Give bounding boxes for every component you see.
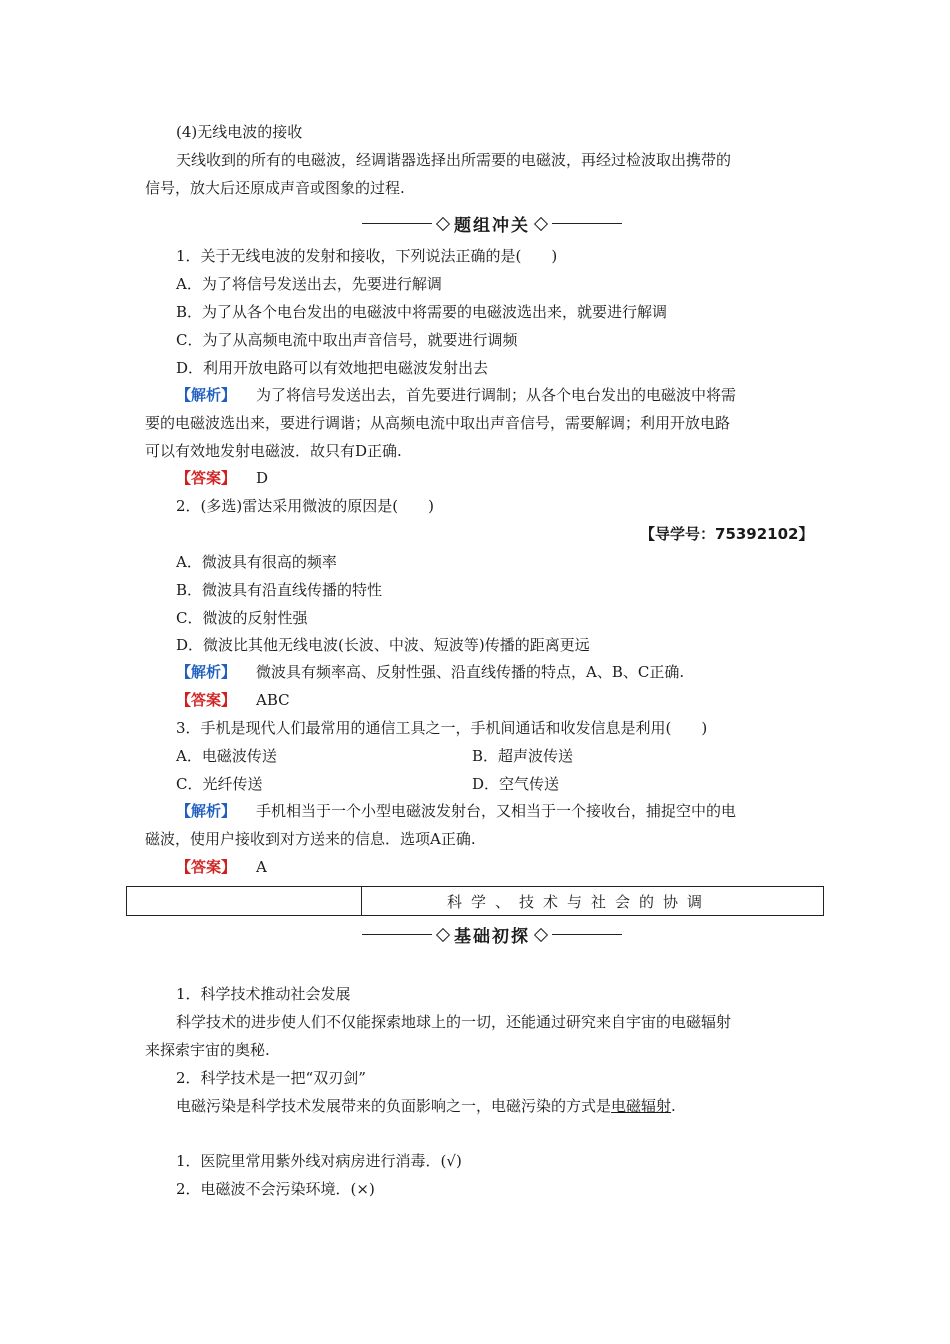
q3-option-a: A．电磁波传送 [176, 747, 277, 765]
q2-answer-value: ABC [256, 691, 290, 709]
q2-option-c: C．微波的反射性强 [176, 609, 308, 627]
q3-analysis [176, 801, 736, 821]
q3-option-c: C．光纤传送 [176, 775, 263, 793]
q2-analysis-line1: 微波具有频率高、反射性强、沿直线传播的特点，A、B、C正确. [256, 663, 685, 681]
divider-rule-left [362, 223, 432, 224]
intro-para-line1: 天线收到的所有的电磁波，经调谐器选择出所需要的电磁波，再经过检波取出携带的 [176, 151, 732, 169]
divider-title: 题组冲关 [454, 216, 530, 236]
q1-stem: 1．关于无线电波的发射和接收，下列说法正确的是( ) [176, 247, 558, 265]
q2-option-a: A．微波具有很高的频率 [176, 553, 337, 571]
q1-answer [176, 468, 268, 488]
basics-item2-text: 电磁污染是科学技术发展带来的负面影响之一，电磁污染的方式是 [176, 1097, 612, 1115]
judge-item1: 1．医院里常用紫外线对病房进行消毒．(√) [176, 1152, 462, 1170]
q1-option-b: B．为了从各个电台发出的电磁波中将需要的电磁波选出来，就要进行解调 [176, 303, 668, 321]
analysis-tag: 【解析】 [176, 386, 237, 404]
divider-rule-left [362, 934, 432, 935]
q3-analysis-line1: 手机相当于一个小型电磁波发射台，又相当于一个接收台，捕捉空中的电 [256, 802, 737, 820]
basics-item1-line1: 科学技术的进步使人们不仅能探索地球上的一切，还能通过研究来自宇宙的电磁辐射 [176, 1013, 732, 1031]
basics-item2-underlined: 电磁辐射 [611, 1097, 672, 1115]
diamond-icon [534, 216, 548, 230]
divider-title: 基础初探 [454, 927, 530, 947]
intro-para-line2: 信号，放大后还原成声音或图象的过程. [145, 179, 405, 197]
section-title-cell-divider [361, 887, 362, 915]
q1-analysis-line1: 为了将信号发送出去，首先要进行调制；从各个电台发出的电磁波中将需 [256, 386, 737, 404]
q2-stem: 2．(多选)雷达采用微波的原因是( ) [176, 497, 434, 515]
diamond-icon [534, 927, 548, 941]
answer-tag: 【答案】 [176, 469, 237, 487]
q1-option-a: A．为了将信号发送出去，先要进行解调 [176, 275, 442, 293]
divider-rule-right [552, 223, 622, 224]
q1-analysis-line2: 要的电磁波选出来，要进行调谐；从高频电流中取出声音信号，需要解调；利用开放电路 [145, 414, 731, 432]
basics-item2-title: 2．科学技术是一把“双刃剑” [176, 1069, 366, 1087]
answer-tag: 【答案】 [176, 691, 237, 709]
divider-question-group [362, 211, 622, 236]
q1-analysis [176, 385, 736, 405]
q3-answer [176, 857, 267, 877]
q3-option-b: B．超声波传送 [472, 747, 574, 765]
section-title-box [126, 886, 824, 916]
basics-item2-line [176, 1096, 676, 1116]
q3-analysis-line2: 磁波，使用户接收到对方送来的信息．选项A正确. [145, 830, 476, 848]
judge-item2: 2．电磁波不会污染环境．(×) [176, 1180, 375, 1198]
q2-analysis [176, 662, 684, 682]
basics-item1-line2: 来探索宇宙的奥秘. [145, 1041, 270, 1059]
q3-stem: 3．手机是现代人们最常用的通信工具之一，手机间通话和收发信息是利用( ) [176, 719, 708, 737]
answer-tag: 【答案】 [176, 858, 237, 876]
divider-basics [362, 922, 622, 947]
q1-analysis-line3: 可以有效地发射电磁波．故只有D正确. [145, 442, 402, 460]
q2-option-d: D．微波比其他无线电波(长波、中波、短波等)传播的距离更远 [176, 636, 590, 654]
section-title: 科学、技术与社会的协调 [447, 893, 712, 911]
q2-option-b: B．微波具有沿直线传播的特性 [176, 581, 383, 599]
q3-option-d: D．空气传送 [472, 775, 560, 793]
q2-guide-number: 【导学号：75392102】 [640, 525, 814, 543]
basics-item1-title: 1．科学技术推动社会发展 [176, 985, 351, 1003]
q1-option-c: C．为了从高频电流中取出声音信号，就要进行调频 [176, 331, 518, 349]
analysis-tag: 【解析】 [176, 802, 237, 820]
divider-rule-right [552, 934, 622, 935]
basics-item2-end: . [671, 1097, 676, 1115]
diamond-icon [436, 927, 450, 941]
q2-answer [176, 690, 290, 710]
q1-option-d: D．利用开放电路可以有效地把电磁波发射出去 [176, 359, 489, 377]
diamond-icon [436, 216, 450, 230]
q1-answer-value: D [256, 469, 269, 487]
intro-heading: (4)无线电波的接收 [176, 123, 303, 141]
analysis-tag: 【解析】 [176, 663, 237, 681]
q3-answer-value: A [256, 858, 267, 876]
